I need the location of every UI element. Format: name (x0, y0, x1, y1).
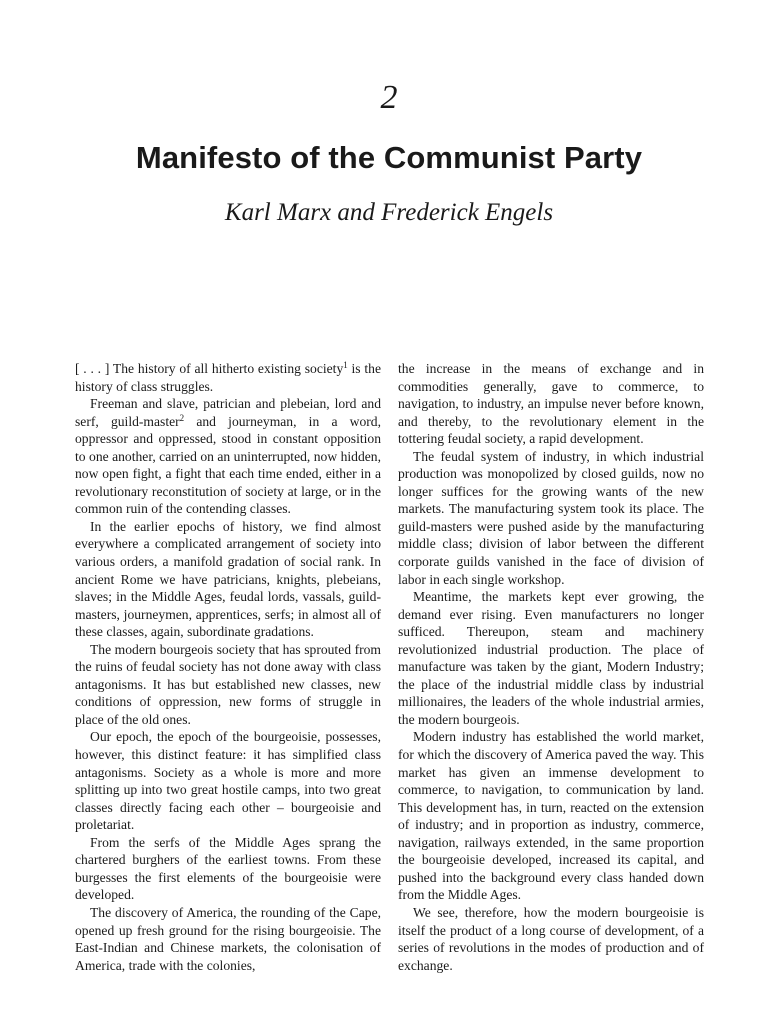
left-text-column (75, 360, 381, 974)
chapter-title: Manifesto of the Communist Party (135, 140, 643, 175)
paragraph: Meantime, the markets kept ever growing, the demand ever rising. Even manufacturers no longer sufficed. Thereupon, steam and machinery revolutionized industrial production. The place of manufacture was taken by the giant, Modern Industry; the place of the industrial middle class by industrial millionaires, the leaders of the whole industrial armies, the modern bourgeois. (398, 589, 704, 727)
paragraph: Our epoch, the epoch of the bourgeoisie, possesses, however, this distinct feature: it has simplified class antagonisms. Society as a whole is more and more splitting up into two great hostile camps, into two great classes directly facing each other – bourgeoisie and proletariat. (75, 729, 381, 833)
paragraph-text: Freeman and slave, patrician and plebeian, lord and serf, guild-master (75, 396, 381, 429)
paragraph: The modern bourgeois society that has sprouted from the ruins of feudal society has not done away with class antagonisms. It has but established new classes, new conditions of oppression, new forms of struggle in place of the old ones. (75, 641, 381, 727)
paragraph: We see, therefore, how the modern bourgeoisie is itself the product of a long course of development, of a series of revolutions in the modes of production and of exchange. (398, 904, 704, 973)
paragraph: The discovery of America, the rounding of the Cape, opened up fresh ground for the rising bourgeoisie. The East-Indian and Chinese markets, the colonisation of America, trade with the colonies, (75, 904, 381, 973)
paragraph (75, 360, 381, 395)
paragraph: In the earlier epochs of history, we find almost everywhere a complicated arrangement of society into various orders, a manifold gradation of social rank. In ancient Rome we have patricians, knights, plebeians, slaves; in the Middle Ages, feudal lords, vassals, guild-masters, journeymen, apprentices, serfs; in almost all of these classes, again, subordinate gradations. (75, 518, 381, 640)
paragraph-text: [ . . . ] The history of all hitherto existing society (75, 361, 344, 376)
paragraph: From the serfs of the Middle Ages sprang the chartered burghers of the earliest towns. From these burgesses the first elements of the bourgeoisie were developed. (75, 834, 381, 903)
paragraph-text: is the history of class struggles. (75, 361, 381, 394)
chapter-number: 2 (380, 79, 398, 116)
footnote-marker: 1 (343, 360, 348, 370)
paragraph: The feudal system of industry, in which industrial production was monopolized by closed guilds, now no longer suffices for the growing wants of the new markets. The manufacturing system took its place. The guild-masters were pushed aside by the manufacturing middle class; division of labor between the different corporate guilds vanished in the face of division of labor in each single workshop. (398, 448, 704, 587)
paragraph-text: and journeyman, in a word, oppressor and oppressed, stood in constant opposition to one another, carried on an uninterrupted, now hidden, now open fight, a fight that each time ended, either in a revolutionary reconstitution of society at large, or in the common ruin of the contending classes. (75, 413, 381, 517)
paragraph: the increase in the means of exchange and in commodities generally, gave to commerce, to navigation, to industry, an impulse never before known, and thereby, to the revolutionary element in the tottering feudal society, a rapid development. (398, 361, 704, 447)
chapter-authors: Karl Marx and Frederick Engels (224, 199, 554, 226)
footnote-marker: 2 (179, 412, 185, 423)
paragraph (75, 395, 381, 518)
right-text-column (398, 360, 704, 974)
paragraph: Modern industry has established the world market, for which the discovery of America paved the way. This market has given an immense development to commerce, to navigation, to communication by land. This development has, in turn, reacted on the extension of industry; and in proportion as industry, commerce, navigation, railways extended, in the same proportion the bourgeoisie developed, increased its capital, and pushed into the background every class handed down from the Middle Ages. (398, 729, 704, 903)
